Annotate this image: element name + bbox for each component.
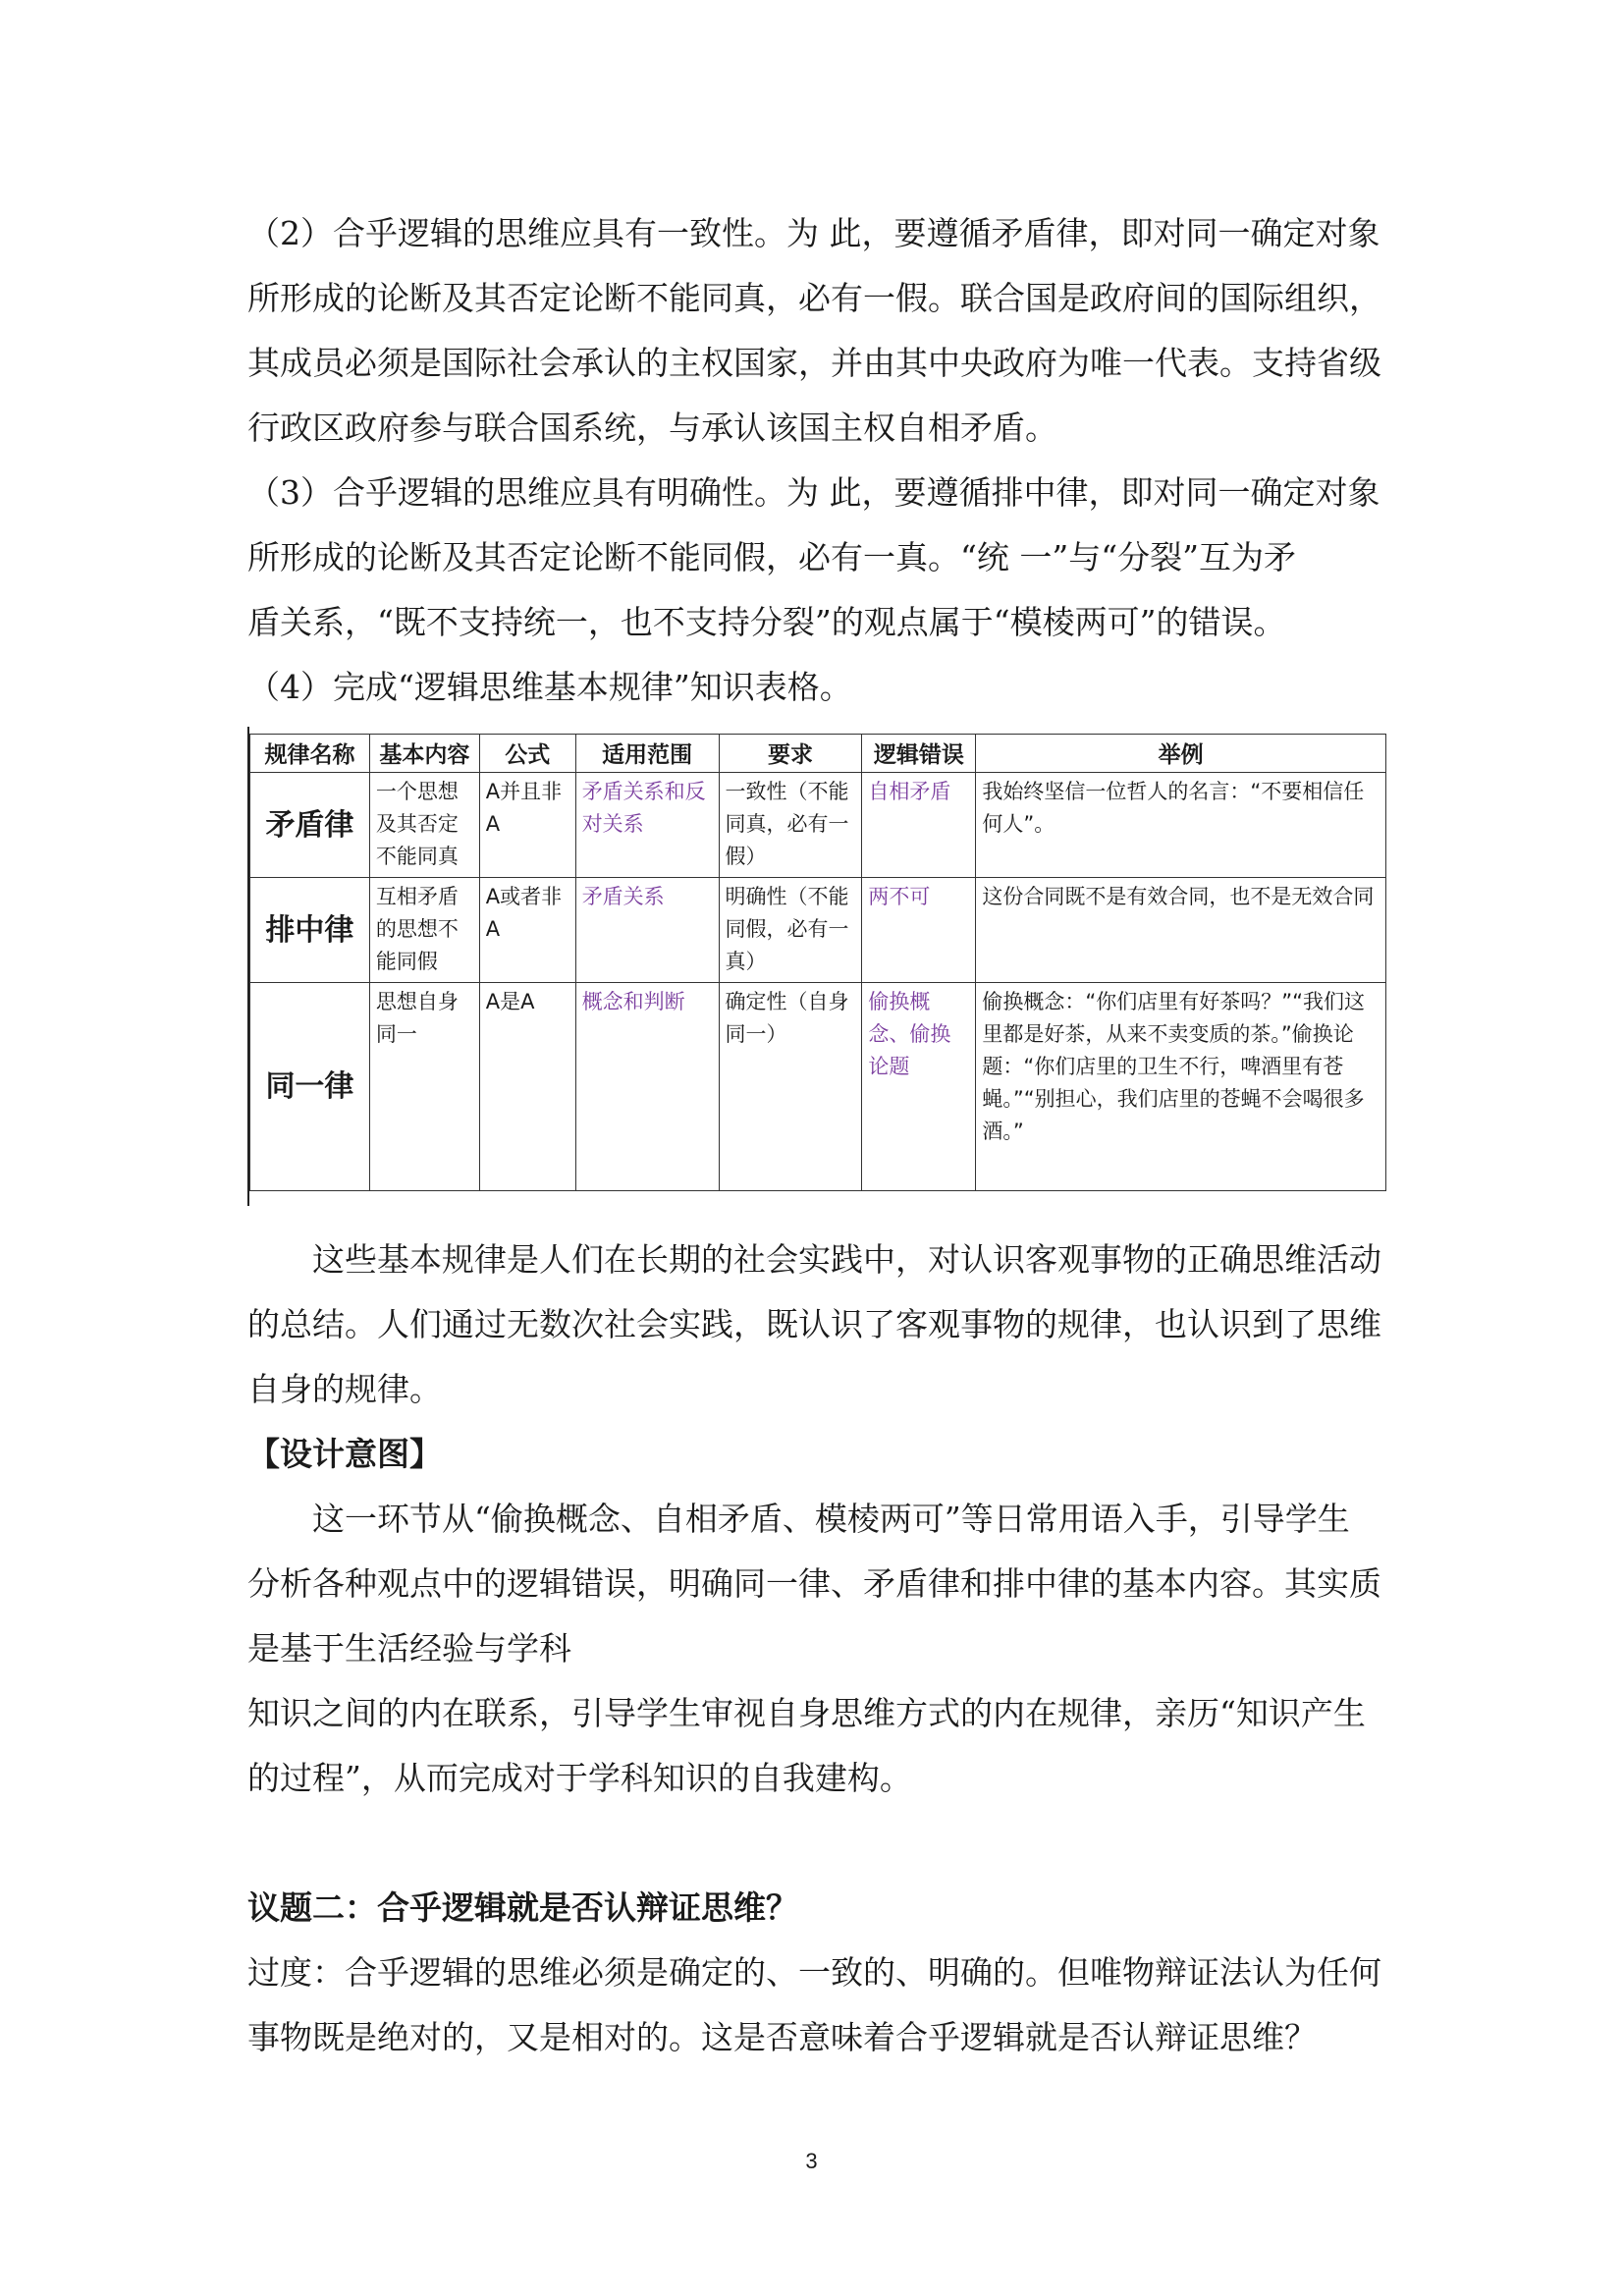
header-scope: 适用范围 <box>575 735 719 773</box>
cell-law-name: 矛盾律 <box>250 773 370 878</box>
text-line: 盾关系，“既不支持统一，也不支持分裂”的观点属于“模棱两可”的错误。 <box>247 603 1286 641</box>
cell-law-name: 排中律 <box>250 878 370 983</box>
cell-content: 思想自身同一 <box>369 983 479 1191</box>
logic-laws-table <box>249 734 1386 1191</box>
paragraph-summary <box>247 1228 1386 1422</box>
cell-scope: 概念和判断 <box>575 983 719 1191</box>
cell-scope: 矛盾关系 <box>575 878 719 983</box>
text-line: 所形成的论断及其否定论断不能同假，必有一真。“统 一”与“分裂”互为矛 <box>247 538 1296 576</box>
text-line: 其成员必须是国际社会承认的主权国家，并由其中央政府为唯一代表。支持省级 <box>247 344 1381 382</box>
cell-content: 互相矛盾的思想不能同假 <box>369 878 479 983</box>
header-formula: 公式 <box>479 735 575 773</box>
header-logic-error: 逻辑错误 <box>862 735 976 773</box>
text-line: 议题二：合乎逻辑就是否认辩证思维？ <box>247 1888 798 1927</box>
cell-example: 我始终坚信一位哲人的名言：“不要相信任何人”。 <box>976 773 1386 878</box>
header-requirement: 要求 <box>719 735 862 773</box>
cell-requirement: 确定性（自身同一） <box>719 983 862 1191</box>
text-line: （2）合乎逻辑的思维应具有一致性。为 此，要遵循矛盾律，即对同一确定对象 <box>247 214 1380 252</box>
table-row <box>250 773 1386 878</box>
table-header-row <box>250 735 1386 773</box>
text-line: 自身的规律。 <box>247 1370 442 1408</box>
paragraph-table-instruction <box>247 655 1386 720</box>
text-line: 分析各种观点中的逻辑错误，明确同一律、矛盾律和排中律的基本内容。其实质 <box>247 1564 1381 1603</box>
paragraph-transition <box>247 1941 1386 2070</box>
paragraph-design-intent <box>247 1487 1386 1811</box>
text-line: 的总结。人们通过无数次社会实践，既认识了客观事物的规律，也认识到了思维 <box>247 1305 1381 1343</box>
text-line: 这一环节从“偷换概念、自相矛盾、模棱两可”等日常用语入手，引导学生 <box>312 1500 1350 1538</box>
text-line: 知识之间的内在联系，引导学生审视自身思维方式的内在规律，亲历“知识产生 <box>247 1694 1366 1732</box>
text-line: 所形成的论断及其否定论断不能同真，必有一假。联合国是政府间的国际组织， <box>247 279 1381 317</box>
cell-content: 一个思想及其否定不能同真 <box>369 773 479 878</box>
cell-error: 偷换概念、偷换论题 <box>862 983 976 1191</box>
cell-formula: A并且非A <box>479 773 575 878</box>
cell-formula: A或者非A <box>479 878 575 983</box>
text-line: 的过程”，从而完成对于学科知识的自我建构。 <box>247 1759 912 1797</box>
paragraph-contradiction-law <box>247 201 1386 461</box>
text-line: 行政区政府参与联合国系统，与承认该国主权自相矛盾。 <box>247 409 1057 447</box>
design-intent-heading <box>247 1422 1386 1487</box>
logic-laws-table-container <box>247 734 1386 1191</box>
cell-law-name: 同一律 <box>250 983 370 1191</box>
cell-error: 两不可 <box>862 878 976 983</box>
table-row <box>250 983 1386 1191</box>
text-line: 过度：合乎逻辑的思维必须是确定的、一致的、明确的。但唯物辩证法认为任何 <box>247 1953 1381 1992</box>
text-line: （4）完成“逻辑思维基本规律”知识表格。 <box>247 668 852 706</box>
header-basic-content: 基本内容 <box>369 735 479 773</box>
cell-error: 自相矛盾 <box>862 773 976 878</box>
header-example: 举例 <box>976 735 1386 773</box>
cell-formula: A是A <box>479 983 575 1191</box>
text-line: 【设计意图】 <box>247 1435 442 1473</box>
paragraph-excluded-middle-law <box>247 461 1386 655</box>
cell-requirement: 一致性（不能同真，必有一假） <box>719 773 862 878</box>
text-line: 事物既是绝对的，又是相对的。这是否意味着合乎逻辑就是否认辩证思维？ <box>247 2018 1317 2056</box>
header-law-name: 规律名称 <box>250 735 370 773</box>
text-line: （3）合乎逻辑的思维应具有明确性。为 此，要遵循排中律，即对同一确定对象 <box>247 473 1380 512</box>
cell-example: 这份合同既不是有效合同，也不是无效合同 <box>976 878 1386 983</box>
topic-two-heading <box>247 1876 1386 1941</box>
table-row <box>250 878 1386 983</box>
cell-example: 偷换概念：“你们店里有好茶吗？”“我们这里都是好茶，从来不卖变质的茶。”偷换论题：“你们店里的卫生不行，啤酒里有苍蝇。”“别担心，我们店里的苍蝇不会喝很多酒。” <box>976 983 1386 1191</box>
text-line: 这些基本规律是人们在长期的社会实践中，对认识客观事物的正确思维活动 <box>312 1240 1381 1279</box>
cell-requirement: 明确性（不能同假，必有一真） <box>719 878 862 983</box>
text-line: 是基于生活经验与学科 <box>247 1629 571 1667</box>
cell-scope: 矛盾关系和反对关系 <box>575 773 719 878</box>
page-number: 3 <box>805 2149 818 2173</box>
